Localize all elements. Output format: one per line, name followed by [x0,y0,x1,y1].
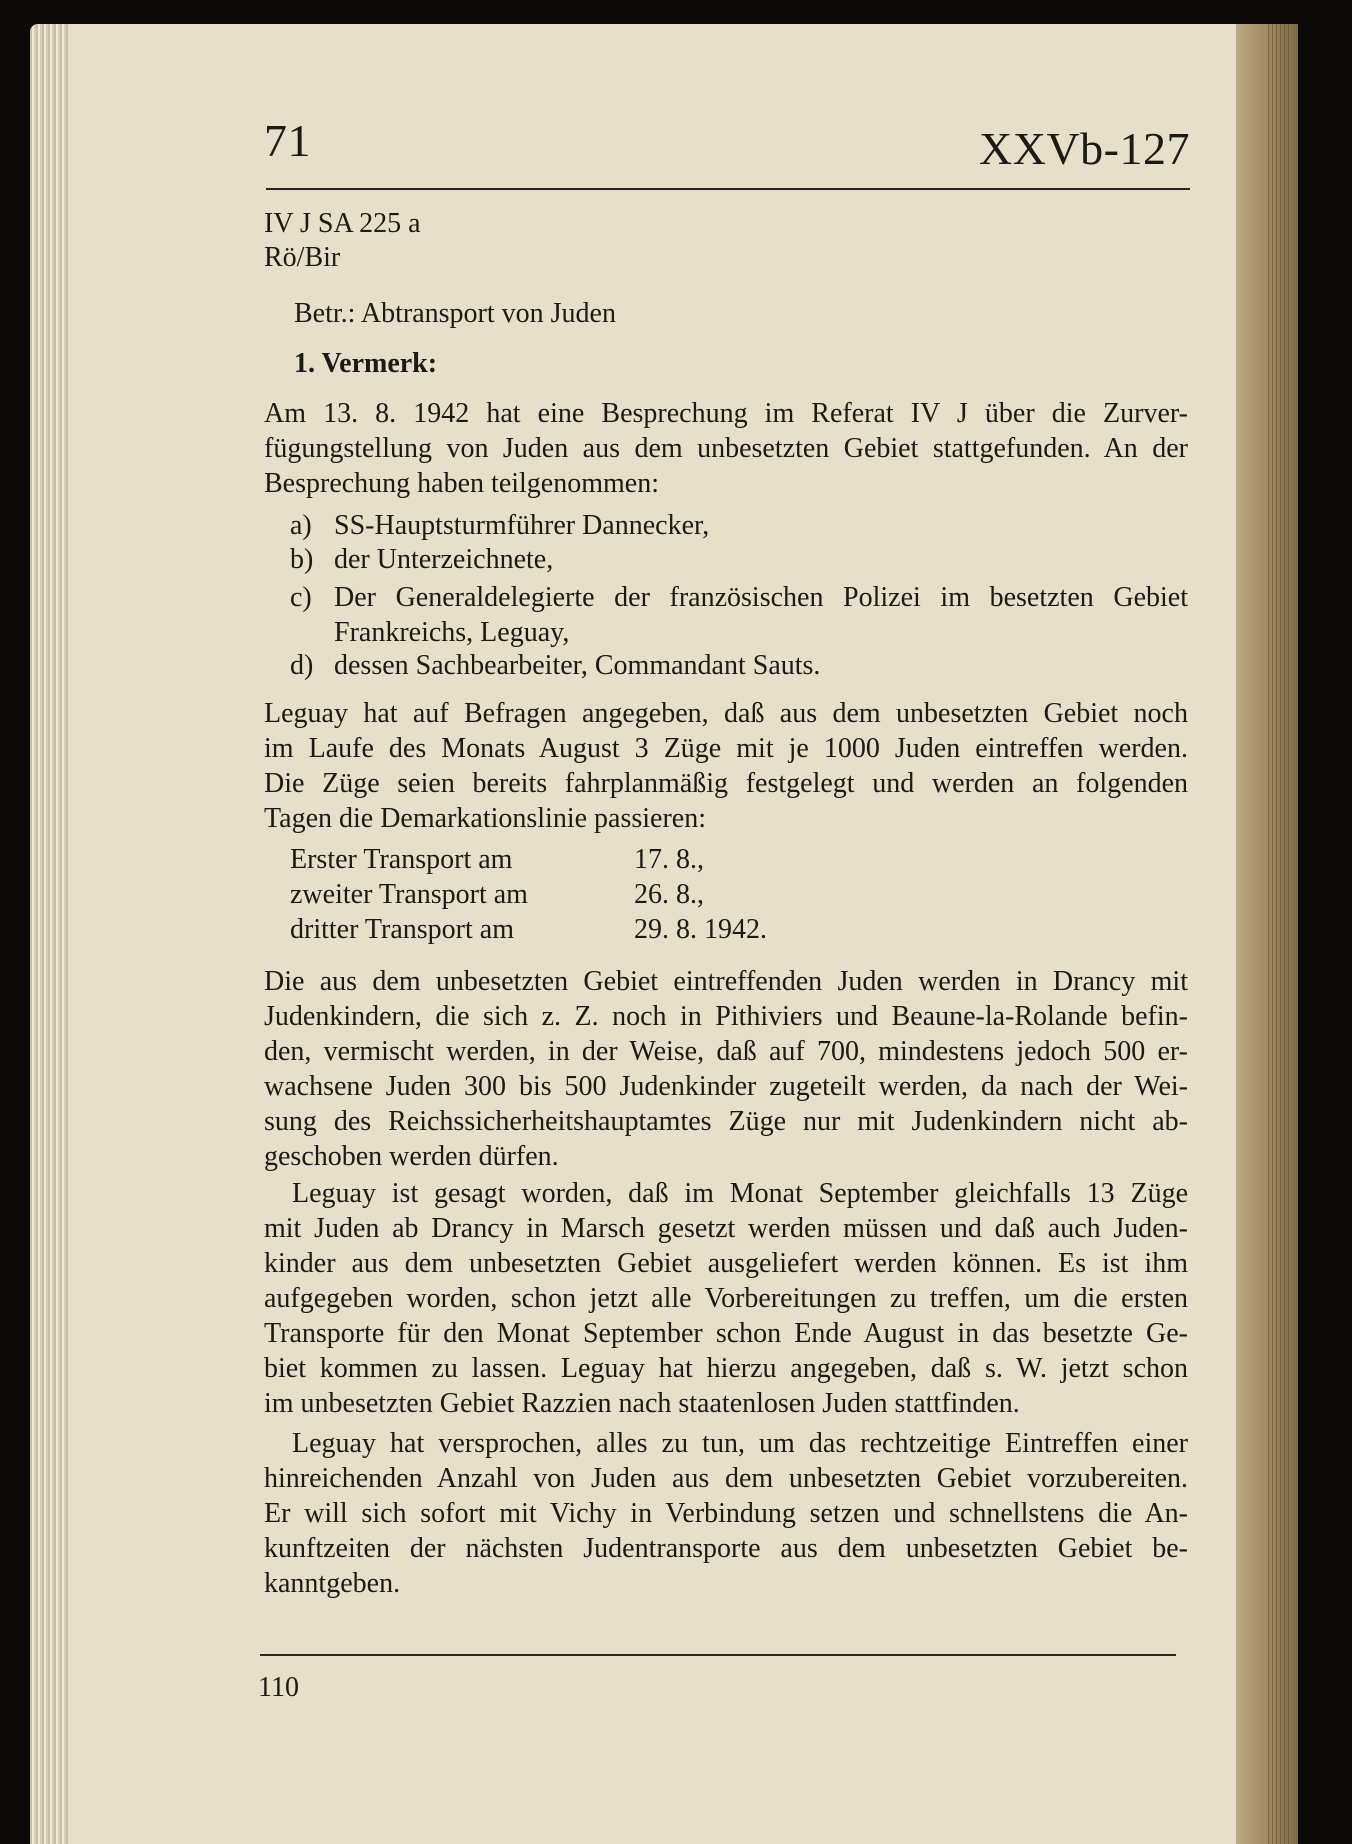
list-marker: c) [290,582,312,613]
text-line: Leguay ist gesagt worden, daß im Monat September gleichfalls 13 Züge [292,1178,1188,1209]
text-line: Judenkindern, die sich z. Z. noch in Pithiviers und Beaune-la-Rolande befin- [264,1001,1188,1032]
text-line: den, vermischt werden, in der Weise, daß auf 700, mindestens jedoch 500 er- [264,1036,1188,1067]
schedule-date: 26. 8., [634,879,704,910]
schedule-date: 29. 8. 1942. [634,914,767,945]
section-heading: 1. Vermerk: [294,348,438,379]
schedule-label: dritter Transport am [290,914,514,945]
text-line: sung des Reichssicherheitshauptamtes Züge nur mit Judenkindern nicht ab- [264,1106,1188,1137]
schedule-label: Erster Transport am [290,844,513,875]
text-line: Leguay hat auf Befragen angegeben, daß aus dem unbesetzten Gebiet noch [264,698,1188,729]
running-page-number: 71 [264,115,311,166]
text-line: Er will sich sofort mit Vichy in Verbindung setzen und schnellstens die An- [264,1498,1188,1529]
paragraph-vichy [264,1426,1188,1601]
text-line: wachsene Juden 300 bis 500 Judenkinder zugeteilt werden, da nach der Wei- [264,1071,1188,1102]
schedule-row [290,877,810,912]
text-line: im unbesetzten Gebiet Razzien nach staatenlosen Juden stattfinden. [264,1388,1020,1419]
reference-code: IV J SA 225 a [264,208,421,239]
text-line: im Laufe des Monats August 3 Züge mit je 1000 Juden eintreffen werden. [264,733,1188,764]
text-line: Am 13. 8. 1942 hat eine Besprechung im Referat IV J über die Zurver- [264,398,1188,429]
text-line: Tagen die Demarkationslinie passieren: [264,803,706,834]
list-item-text: Der Generaldelegierte der französischen Polizei im besetzten Gebiet [334,582,1188,613]
text-line: kunftzeiten der nächsten Judentransporte aus dem unbesetzten Gebiet be- [264,1533,1188,1564]
footer-rule [260,1654,1176,1656]
subject-line: Betr.: Abtransport von Juden [294,298,616,329]
page-content: 71 XXVb-127 IV J SA 225 a Rö/Bir Betr.: Abtransport von Juden 1. Vermerk: Am 13. 8. 1942 hat eine Besprechung im Referat IV J über die Zurver- fügungstellung von Juden aus dem unbesetzten Gebiet stattgefunden. An der Besprechung haben teilgenommen: a) SS-Hauptsturmführer Dannecker, b) der Unterzeichnete, c) Der Generaldelegierte der französischen Polizei im besetzten Gebiet Frankreichs, Leguay, d) dessen Sachbearbeiter, Commandant Sauts. Leguay hat auf Befragen angegeben, daß aus dem unbesetzten Gebiet noch im Laufe des Monats August 3 Züge mit je 1000 Juden eintreffen werden. Die Züge seien bereits fahrplanmäßig festgelegt und werden an folgenden Tagen die Demarkationslinie passieren: Erster Transport am 17. 8., zweiter Transport am 26. 8., dritter Transport am 29. 8. 1942. Die aus dem unbesetzten Gebiet eintreffenden Juden werden in Drancy mit Judenkindern, die sich z. Z. noch in Pithiviers und Beaune-la-Rolande befin- den, vermischt werden, in der Weise, daß auf 700, mindestens jedoch 500 er- wachsene Juden 300 bis 500 Judenkinder zugeteilt werden, da nach der Wei- sung des Reichssicherheitshauptamtes Züge nur mit Judenkindern nicht ab- geschoben werden dürfen. Leguay ist gesagt worden, daß im Monat September gleichfalls 13 Züge mit Juden ab Drancy in Marsch gesetzt werden müssen und daß auch Juden- kinder aus dem unbesetzten Gebiet ausgeliefert werden können. Es ist ihm aufgegeben worden, schon jetzt alle Vorbereitungen zu treffen, um die ersten Transporte für den Monat September schon Ende August in das besetzte Ge- biet kommen zu lassen. Leguay hat hierzu angegeben, daß s. W. jetzt schon im unbesetzten Gebiet Razzien nach staatenlosen Juden stattfinden. Leguay hat versprochen, alles zu tun, um das rechtzeitige Eintreffen einer hinreichenden Anzahl von Juden aus dem unbesetzten Gebiet vorzubereiten. Er will sich sofort mit Vichy in Verbindung setzen und schnellstens die An- kunftzeiten der nächsten Judentransporte aus dem unbesetzten Gebiet be- kanntgeben. 110 [258,115,1190,1703]
text-line: Die aus dem unbesetzten Gebiet eintreffenden Juden werden in Drancy mit [264,966,1188,997]
reference-initials: Rö/Bir [264,242,341,273]
text-line: kinder aus dem unbesetzten Gebiet ausgeliefert werden können. Es ist ihm [264,1248,1188,1279]
list-marker: d) [290,650,314,681]
schedule-label: zweiter Transport am [290,879,528,910]
text-line: kanntgeben. [264,1568,401,1599]
schedule-date: 17. 8., [634,844,704,875]
header-rule [266,188,1190,190]
schedule-row [290,912,810,947]
document-number: XXVb-127 [979,123,1190,174]
text-line: geschoben werden dürfen. [264,1141,559,1172]
text-line: Transporte für den Monat September schon Ende August in das besetzte Ge- [264,1318,1188,1349]
schedule-row [290,842,810,877]
text-line: biet kommen zu lassen. Leguay hat hierzu angegeben, daß s. W. jetzt schon [264,1353,1188,1384]
text-line: hinreichenden Anzahl von Juden aus dem unbesetzten Gebiet vorzubereiten. [264,1463,1188,1494]
paragraph-september [264,1176,1188,1421]
paragraph-drancy [264,964,1188,1174]
paragraph-trains [264,696,1188,836]
footer-page-number: 110 [258,1672,299,1703]
text-line: fügungstellung von Juden aus dem unbesetzten Gebiet stattgefunden. An der [264,433,1188,464]
text-line: Besprechung haben teilgenommen: [264,468,659,499]
transport-schedule [290,842,810,947]
text-line: Die Züge seien bereits fahrplanmäßig festgelegt und werden an folgenden [264,768,1188,799]
text-line: aufgegeben worden, schon jetzt alle Vorbereitungen zu treffen, um die ersten [264,1283,1188,1314]
paragraph-meeting [264,396,1188,501]
list-marker: a) [290,510,312,541]
list-item-text: Frankreichs, Leguay, [334,617,570,648]
text-line: Leguay hat versprochen, alles zu tun, um das rechtzeitige Eintreffen einer [292,1428,1188,1459]
text-line: mit Juden ab Drancy in Marsch gesetzt werden müssen und daß auch Juden- [264,1213,1188,1244]
list-marker: b) [290,544,314,575]
